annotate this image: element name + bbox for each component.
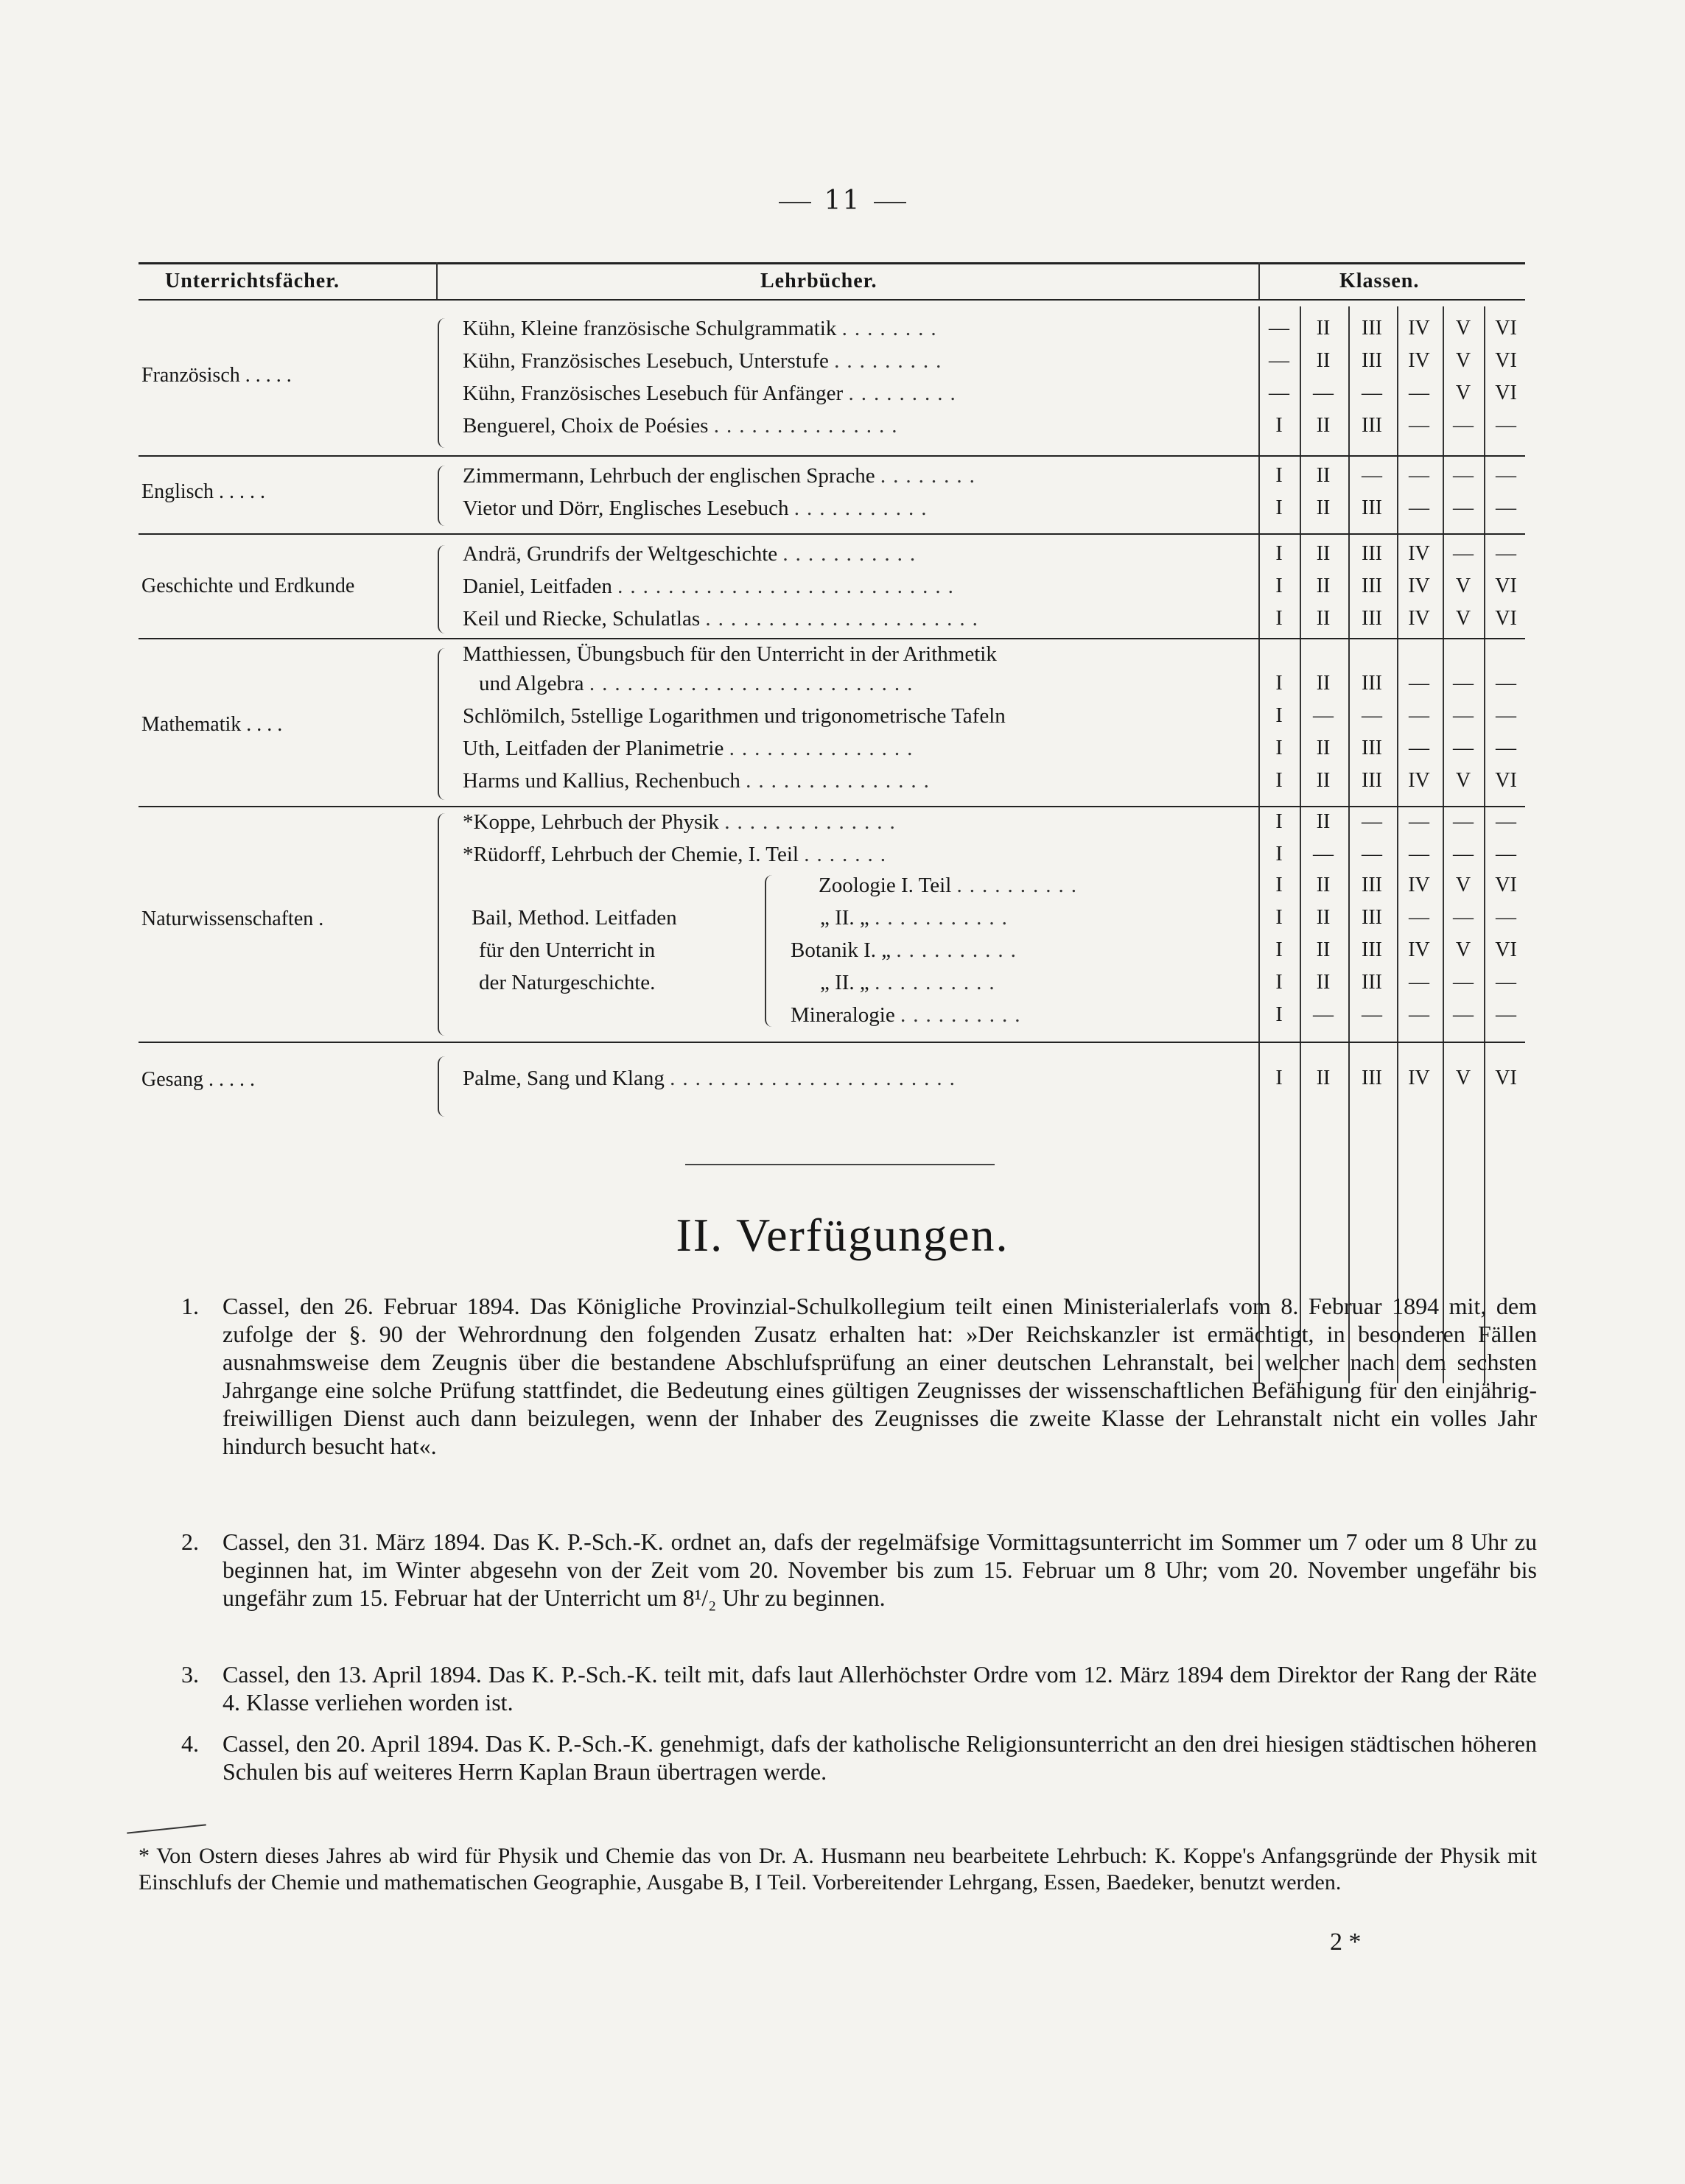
class-cell: II: [1316, 414, 1331, 437]
class-cell: V: [1455, 938, 1471, 961]
class-cell: IV: [1408, 769, 1430, 792]
class-cell: —: [1409, 810, 1429, 833]
book-row: Botanik I. „ ..........: [791, 938, 1023, 962]
section-title: II. Verfügungen.: [676, 1209, 1009, 1261]
class-cell: I: [1275, 414, 1283, 437]
class-cell: II: [1316, 737, 1331, 759]
book-row: Kühn, Französisches Lesebuch, Unterstufe .........: [463, 349, 949, 373]
table-top-rule: [139, 262, 1525, 264]
class-cell: —: [1453, 906, 1474, 929]
bail-line-2: für den Unterricht in: [479, 938, 656, 962]
class-cell: —: [1453, 464, 1474, 487]
class-cell: VI: [1495, 317, 1517, 340]
class-cell: —: [1409, 971, 1429, 994]
footnote: * Von Ostern dieses Jahres ab wird für Physik und Chemie das von Dr. A. Husmann neu bearbeitete Lehrbuch: K. Koppe's Anfangsgründe der Physik mit Einschlufs der Chemie und mathematischen Geographie, Ausgabe B, I Teil. Vorbereitender Lehrgang, Essen, Baedeker, benutzt werden.: [139, 1844, 1537, 1895]
book-row: *Koppe, Lehrbuch der Physik ..............: [463, 810, 903, 834]
class-cell: I: [1275, 1003, 1283, 1026]
class-cell: IV: [1408, 317, 1430, 340]
class-cell: —: [1453, 737, 1474, 759]
class-cell: III: [1362, 496, 1382, 519]
class-cell: II: [1316, 1067, 1331, 1089]
class-cell: III: [1362, 672, 1382, 695]
class-cell: III: [1362, 607, 1382, 630]
class-cell: I: [1275, 672, 1283, 695]
class-cell: —: [1409, 672, 1429, 695]
class-cell: III: [1362, 938, 1382, 961]
book-row: Vietor und Dörr, Englisches Lesebuch ...........: [463, 496, 934, 520]
class-cell: —: [1453, 843, 1474, 865]
header-books: Lehrbücher.: [760, 270, 877, 292]
class-cell: II: [1316, 906, 1331, 929]
class-cell: I: [1275, 971, 1283, 994]
book-row: Keil und Riecke, Schulatlas ......................: [463, 607, 985, 631]
class-cell: —: [1269, 349, 1289, 372]
book-row: Kühn, Französisches Lesebuch für Anfänger .........: [463, 382, 963, 405]
class-cell: —: [1496, 1003, 1516, 1026]
class-cell: —: [1269, 382, 1289, 404]
class-cell: III: [1362, 414, 1382, 437]
class-cell: II: [1316, 575, 1331, 597]
book-row: Palme, Sang und Klang .......................: [463, 1067, 962, 1090]
class-cell: I: [1275, 704, 1283, 727]
class-cell: —: [1453, 496, 1474, 519]
class-cell: VI: [1495, 938, 1517, 961]
class-cell: I: [1275, 843, 1283, 865]
class-cell: —: [1409, 1003, 1429, 1026]
class-cell: —: [1496, 672, 1516, 695]
book-row: „ II. „ ...........: [820, 906, 1015, 930]
class-cell: —: [1409, 843, 1429, 865]
class-cell: —: [1453, 971, 1474, 994]
class-cell: V: [1455, 769, 1471, 792]
class-cell: II: [1316, 496, 1331, 519]
class-cell: —: [1496, 810, 1516, 833]
book-row: Matthiessen, Übungsbuch für den Unterricht in der Arithmetik: [463, 642, 997, 666]
class-cell: I: [1275, 464, 1283, 487]
subject-franzoesisch: Französisch . . . . .: [141, 364, 292, 387]
class-cell: —: [1409, 737, 1429, 759]
class-cell: II: [1316, 317, 1331, 340]
class-cell: III: [1362, 874, 1382, 896]
class-cell: IV: [1408, 607, 1430, 630]
subject-naturwissenschaften: Naturwissenschaften .: [141, 907, 324, 930]
class-cell: —: [1496, 971, 1516, 994]
class-cell: I: [1275, 1067, 1283, 1089]
class-cell: —: [1409, 496, 1429, 519]
item-1: 1. Cassel, den 26. Februar 1894. Das Königliche Provinzial-Schulkollegium teilt einen Ministerialerlafs vom 8. Februar 1894 mit, dem zufolge der §. 90 der Wehrordnung den folgenden Zusatz erhalten hat: »Der Reichskanzler ist ermächtigt, in besonderen Fällen ausnahmsweise dem Zeugnis über die bestandene Abschlufsprüfung an einer deutschen Lehranstalt, bei welcher nach dem sechsten Jahrgange eine solche Prüfung stattfindet, die Bedeutung eines gültigen Zeugnisses der wissenschaftlichen Befähigung für den einjährig-freiwilligen Dienst auch dann beizulegen, wenn der Inhaber des Zeugnisses die zweite Klasse der Lehranstalt nicht ein volles Jahr hindurch besucht hat«.: [181, 1293, 1537, 1459]
class-cell: VI: [1495, 769, 1517, 792]
header-rule: [139, 299, 1525, 301]
class-cell: —: [1409, 414, 1429, 437]
class-cell: II: [1316, 542, 1331, 565]
book-row: „ II. „ ..........: [820, 971, 1002, 994]
book-row: *Rüdorff, Lehrbuch der Chemie, I. Teil .......: [463, 843, 893, 866]
class-cell: II: [1316, 971, 1331, 994]
item-4: 4. Cassel, den 20. April 1894. Das K. P.-Sch.-K. genehmigt, dafs der katholische Religionsunterricht an den drei hiesigen städtischen höheren Schulen bis auf weiteres Herrn Kaplan Braun übertragen werde.: [181, 1730, 1537, 1785]
class-cell: —: [1409, 906, 1429, 929]
class-cell: —: [1496, 737, 1516, 759]
class-cell: VI: [1495, 575, 1517, 597]
class-cell: II: [1316, 349, 1331, 372]
class-cell: —: [1453, 704, 1474, 727]
class-cell: —: [1362, 1003, 1382, 1026]
class-cell: —: [1313, 704, 1334, 727]
class-cell: IV: [1408, 874, 1430, 896]
class-cell: —: [1496, 464, 1516, 487]
class-cell: —: [1453, 542, 1474, 565]
book-row: Uth, Leitfaden der Planimetrie ...............: [463, 737, 920, 760]
class-cell: —: [1496, 414, 1516, 437]
class-cell: II: [1316, 938, 1331, 961]
book-row: Zoologie I. Teil ..........: [819, 874, 1085, 897]
class-cell: —: [1453, 414, 1474, 437]
class-cell: —: [1496, 496, 1516, 519]
book-row: Schlömilch, 5stellige Logarithmen und trigonometrische Tafeln: [463, 704, 1006, 728]
class-cell: III: [1362, 1067, 1382, 1089]
subject-mathematik: Mathematik . . . .: [141, 713, 283, 736]
class-cell: —: [1362, 704, 1382, 727]
class-cell: III: [1362, 575, 1382, 597]
class-cell: —: [1409, 704, 1429, 727]
class-cell: V: [1455, 382, 1471, 404]
class-cell: I: [1275, 906, 1283, 929]
subject-geschichte: Geschichte und Erdkunde: [141, 575, 355, 597]
class-cell: VI: [1495, 382, 1517, 404]
class-cell: I: [1275, 496, 1283, 519]
bail-line-3: der Naturgeschichte.: [479, 971, 656, 994]
class-cell: —: [1409, 464, 1429, 487]
book-row: Zimmermann, Lehrbuch der englischen Sprache ........: [463, 464, 982, 488]
book-row: Mineralogie ..........: [791, 1003, 1028, 1027]
book-row: Harms und Kallius, Rechenbuch ...............: [463, 769, 936, 793]
class-cell: VI: [1495, 874, 1517, 896]
item-3: 3. Cassel, den 13. April 1894. Das K. P.-Sch.-K. teilt mit, dafs laut Allerhöchster Ordre vom 12. März 1894 dem Direktor der Rang der Räte 4. Klasse verliehen worden ist.: [181, 1661, 1537, 1716]
class-cell: V: [1455, 874, 1471, 896]
class-cell: IV: [1408, 938, 1430, 961]
class-cell: I: [1275, 607, 1283, 630]
class-cell: —: [1496, 542, 1516, 565]
class-cell: I: [1275, 810, 1283, 833]
class-cell: VI: [1495, 1067, 1517, 1089]
class-cell: IV: [1408, 542, 1430, 565]
class-cell: III: [1362, 971, 1382, 994]
class-cell: III: [1362, 349, 1382, 372]
book-row: Andrä, Grundrifs der Weltgeschichte ...........: [463, 542, 923, 566]
class-cell: VI: [1495, 349, 1517, 372]
class-cell: II: [1316, 672, 1331, 695]
subject-gesang: Gesang . . . . .: [141, 1068, 255, 1091]
class-cell: —: [1496, 843, 1516, 865]
item-2: 2. Cassel, den 31. März 1894. Das K. P.-Sch.-K. ordnet an, dafs der regelmäfsige Vormittagsunterricht im Sommer um 7 oder um 8 Uhr zu beginnen hat, im Winter abgesehn von der Zeit vom 20. November bis zum 15. Februar um 8 Uhr; vom 20. November ungefähr bis ungefähr zum 15. Februar hat der Unterricht um 8¹/₂ Uhr zu beginnen.: [181, 1528, 1537, 1611]
class-cell: —: [1313, 382, 1334, 404]
subject-englisch: Englisch . . . . .: [141, 480, 265, 503]
class-cell: V: [1455, 349, 1471, 372]
footnote-rule: [127, 1824, 206, 1833]
class-cell: II: [1316, 874, 1331, 896]
class-cell: III: [1362, 317, 1382, 340]
class-cell: IV: [1408, 1067, 1430, 1089]
class-cell: I: [1275, 737, 1283, 759]
class-cell: V: [1455, 575, 1471, 597]
class-cell: —: [1362, 464, 1382, 487]
class-cell: I: [1275, 769, 1283, 792]
class-cell: II: [1316, 464, 1331, 487]
book-row: Kühn, Kleine französische Schulgrammatik ........: [463, 317, 944, 340]
class-cell: —: [1453, 810, 1474, 833]
class-cell: —: [1496, 704, 1516, 727]
class-cell: III: [1362, 542, 1382, 565]
class-cell: III: [1362, 769, 1382, 792]
class-cell: II: [1316, 769, 1331, 792]
book-row: und Algebra ..........................: [479, 672, 920, 695]
class-cell: IV: [1408, 349, 1430, 372]
class-cell: —: [1362, 810, 1382, 833]
class-cell: II: [1316, 810, 1331, 833]
section-rule: [685, 1164, 995, 1165]
book-row: Benguerel, Choix de Poésies ...............: [463, 414, 905, 438]
class-cell: V: [1455, 317, 1471, 340]
class-cell: —: [1362, 382, 1382, 404]
class-cell: IV: [1408, 575, 1430, 597]
class-cell: V: [1455, 607, 1471, 630]
class-cell: —: [1269, 317, 1289, 340]
class-cell: —: [1313, 1003, 1334, 1026]
book-row: Daniel, Leitfaden ...........................: [463, 575, 961, 598]
header-subjects: Unterrichtsfächer.: [165, 270, 340, 292]
class-cell: I: [1275, 542, 1283, 565]
class-cell: —: [1453, 672, 1474, 695]
class-cell: III: [1362, 906, 1382, 929]
class-cell: —: [1409, 382, 1429, 404]
class-cell: II: [1316, 607, 1331, 630]
class-cell: I: [1275, 575, 1283, 597]
bail-line-1: Bail, Method. Leitfaden: [472, 906, 677, 930]
class-cell: I: [1275, 874, 1283, 896]
page-number: 11: [0, 186, 1685, 216]
class-cell: VI: [1495, 607, 1517, 630]
class-cell: V: [1455, 1067, 1471, 1089]
class-cell: —: [1313, 843, 1334, 865]
class-cell: —: [1362, 843, 1382, 865]
class-cell: III: [1362, 737, 1382, 759]
class-cell: —: [1453, 1003, 1474, 1026]
class-cell: I: [1275, 938, 1283, 961]
header-classes: Klassen.: [1339, 270, 1420, 292]
class-cell: —: [1496, 906, 1516, 929]
signature-mark: 2 *: [1330, 1928, 1362, 1956]
